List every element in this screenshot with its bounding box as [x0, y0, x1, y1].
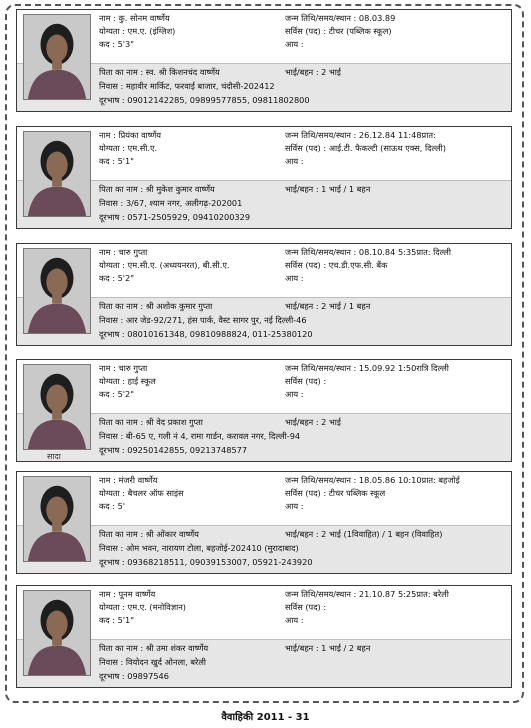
profile-upper-panel [17, 127, 511, 180]
profile-address: निवास : बी-65 ए, गली नं 4, रामा गार्डन, करावल नगर, दिल्ली-94 [99, 431, 301, 441]
profile-siblings: भाई/बहन : 2 भाई (1विवाहित) / 1 बहन (विवाहित) [285, 529, 443, 539]
profile-service: सर्विस (पद) : [285, 602, 327, 612]
profile-photo [23, 248, 91, 334]
profile-height: कद : 5'2" [99, 273, 135, 283]
profile-father: पिता का नाम : स्व. श्री किशनचंद वार्ष्णेय [99, 67, 220, 77]
profile-income: आय : [285, 273, 304, 283]
profile-height: कद : 5'2" [99, 389, 135, 399]
profile-income: आय : [285, 501, 304, 511]
profile-height: कद : 5' [99, 501, 126, 511]
profile-father: पिता का नाम : श्री अशोक कुमार गुप्ता [99, 301, 213, 311]
profile-service: सर्विस (पद) : टीचर (पब्लिक स्कूल) [285, 26, 392, 36]
profile-service: सर्विस (पद) : टीचर पब्लिक स्कूल [285, 488, 386, 498]
profile-phone: दूरभाष : 09250142855, 09213748577 [99, 445, 248, 455]
profile-photo [23, 14, 91, 100]
portrait-placeholder [24, 15, 90, 99]
profile-family-panel [17, 180, 511, 228]
profile-service: सर्विस (पद) : आई.टी. फैकल्टी (साऊथ एक्स, दिल्ली) [285, 143, 446, 153]
profile-height: कद : 5'3" [99, 39, 135, 49]
profile-name: नाम : प्रियंका वार्ष्णेय [99, 130, 162, 140]
profile-education: योग्यता : एम.ए. (इंग्लिश) [99, 26, 176, 36]
profile-photo [23, 364, 91, 450]
profile-education: योग्यता : बैचलर ऑफ साइंस [99, 488, 184, 498]
profile-phone: दूरभाष : 08010161348, 09810988824, 011-25380120 [99, 329, 313, 339]
profile-birth: जन्म तिथि/समय/स्थान : 18.05.86 10:10प्रात: बहजोई [285, 475, 460, 485]
profile-education: योग्यता : हाई स्कूल [99, 376, 156, 386]
profile-card [16, 585, 512, 688]
profile-photo [23, 131, 91, 217]
profile-card [16, 9, 512, 112]
portrait-placeholder [24, 591, 90, 675]
profile-name: नाम : पूनम वार्ष्णेय [99, 589, 156, 599]
profile-service: सर्विस (पद) : [285, 376, 327, 386]
profile-birth: जन्म तिथि/समय/स्थान : 08.03.89 [285, 13, 396, 23]
portrait-placeholder [24, 477, 90, 561]
profile-siblings: भाई/बहन : 1 भाई / 1 बहन [285, 184, 371, 194]
profile-address: निवास : 3/67, श्याम नगर, अलीगढ़-202001 [99, 198, 243, 208]
photo-caption: सादा [47, 452, 61, 461]
profile-address: निवास : आर जेड-92/271, हंस पार्क, वैस्ट सागर पुर, नई दिल्ली-46 [99, 315, 307, 325]
profile-card [16, 243, 512, 346]
profile-phone: दूरभाष : 09012142285, 09899577855, 09811802800 [99, 95, 310, 105]
profile-name: नाम : कु. सोनम वार्ष्णेय [99, 13, 170, 23]
profile-upper-panel [17, 10, 511, 63]
profile-education: योग्यता : एम.सी.ए. (अध्ययनरत), बी.सी.ए. [99, 260, 230, 270]
profile-birth: जन्म तिथि/समय/स्थान : 21.10.87 5:25प्रात: बरेली [285, 589, 449, 599]
profile-name: नाम : मंजरी वार्ष्णेय [99, 475, 158, 485]
profile-phone: दूरभाष : 09897546 [99, 671, 169, 681]
portrait-placeholder [24, 249, 90, 333]
profile-family-panel [17, 639, 511, 687]
profile-service: सर्विस (पद) : एच.डी.एफ.सी. बैंक [285, 260, 388, 270]
profile-card [16, 126, 512, 229]
profile-card [16, 359, 512, 462]
profile-income: आय : [285, 389, 304, 399]
page-footer: वैवाहिकी 2011 - 31 [221, 712, 310, 723]
profile-siblings: भाई/बहन : 2 भाई [285, 67, 341, 77]
profile-birth: जन्म तिथि/समय/स्थान : 08.10.84 5:35प्रात: दिल्ली [285, 247, 451, 257]
profile-education: योग्यता : एम.सी.ए. [99, 143, 158, 153]
profile-birth: जन्म तिथि/समय/स्थान : 15.09.92 1:50रात्रि दिल्ली [285, 363, 449, 373]
profile-address: निवास : ओम भवन, नारायण टोला, बहजोई-202410 (मुरादाबाद) [99, 543, 299, 553]
profile-phone: दूरभाष : 09368218511, 09039153007, 05921-243920 [99, 557, 313, 567]
profile-name: नाम : चारु गुप्ता [99, 363, 148, 373]
profile-siblings: भाई/बहन : 1 भाई / 2 बहन [285, 643, 371, 653]
profile-birth: जन्म तिथि/समय/स्थान : 26.12.84 11:48प्रात: [285, 130, 436, 140]
profile-father: पिता का नाम : श्री मुकेश कुमार वार्ष्णेय [99, 184, 215, 194]
profile-address: निवास : महावीर मार्किट, फरवाई बाजार, चंदौसी-202412 [99, 81, 275, 91]
profile-card [16, 471, 512, 574]
profile-father: पिता का नाम : श्री वेद प्रकाश गुप्ता [99, 417, 203, 427]
profile-name: नाम : चारु गुप्ता [99, 247, 148, 257]
profile-address: निवास : वियोदन खुर्द ओनला, बरेली [99, 657, 207, 667]
profile-siblings: भाई/बहन : 2 भाई / 1 बहन [285, 301, 371, 311]
profile-education: योग्यता : एम.ए. (मनोविज्ञान) [99, 602, 186, 612]
profile-father: पिता का नाम : श्री ओंकार वार्ष्णेय [99, 529, 199, 539]
profile-income: आय : [285, 615, 304, 625]
profile-height: कद : 5'1" [99, 156, 135, 166]
profile-income: आय : [285, 156, 304, 166]
profile-phone: दूरभाष : 0571-2505929, 09410200329 [99, 212, 251, 222]
profile-photo [23, 476, 91, 562]
profile-father: पिता का नाम : श्री उमा शंकर वार्ष्णेय [99, 643, 209, 653]
portrait-placeholder [24, 365, 90, 449]
profile-siblings: भाई/बहन : 2 भाई [285, 417, 341, 427]
profile-height: कद : 5'1" [99, 615, 135, 625]
portrait-placeholder [24, 132, 90, 216]
profile-photo [23, 590, 91, 676]
profile-income: आय : [285, 39, 304, 49]
